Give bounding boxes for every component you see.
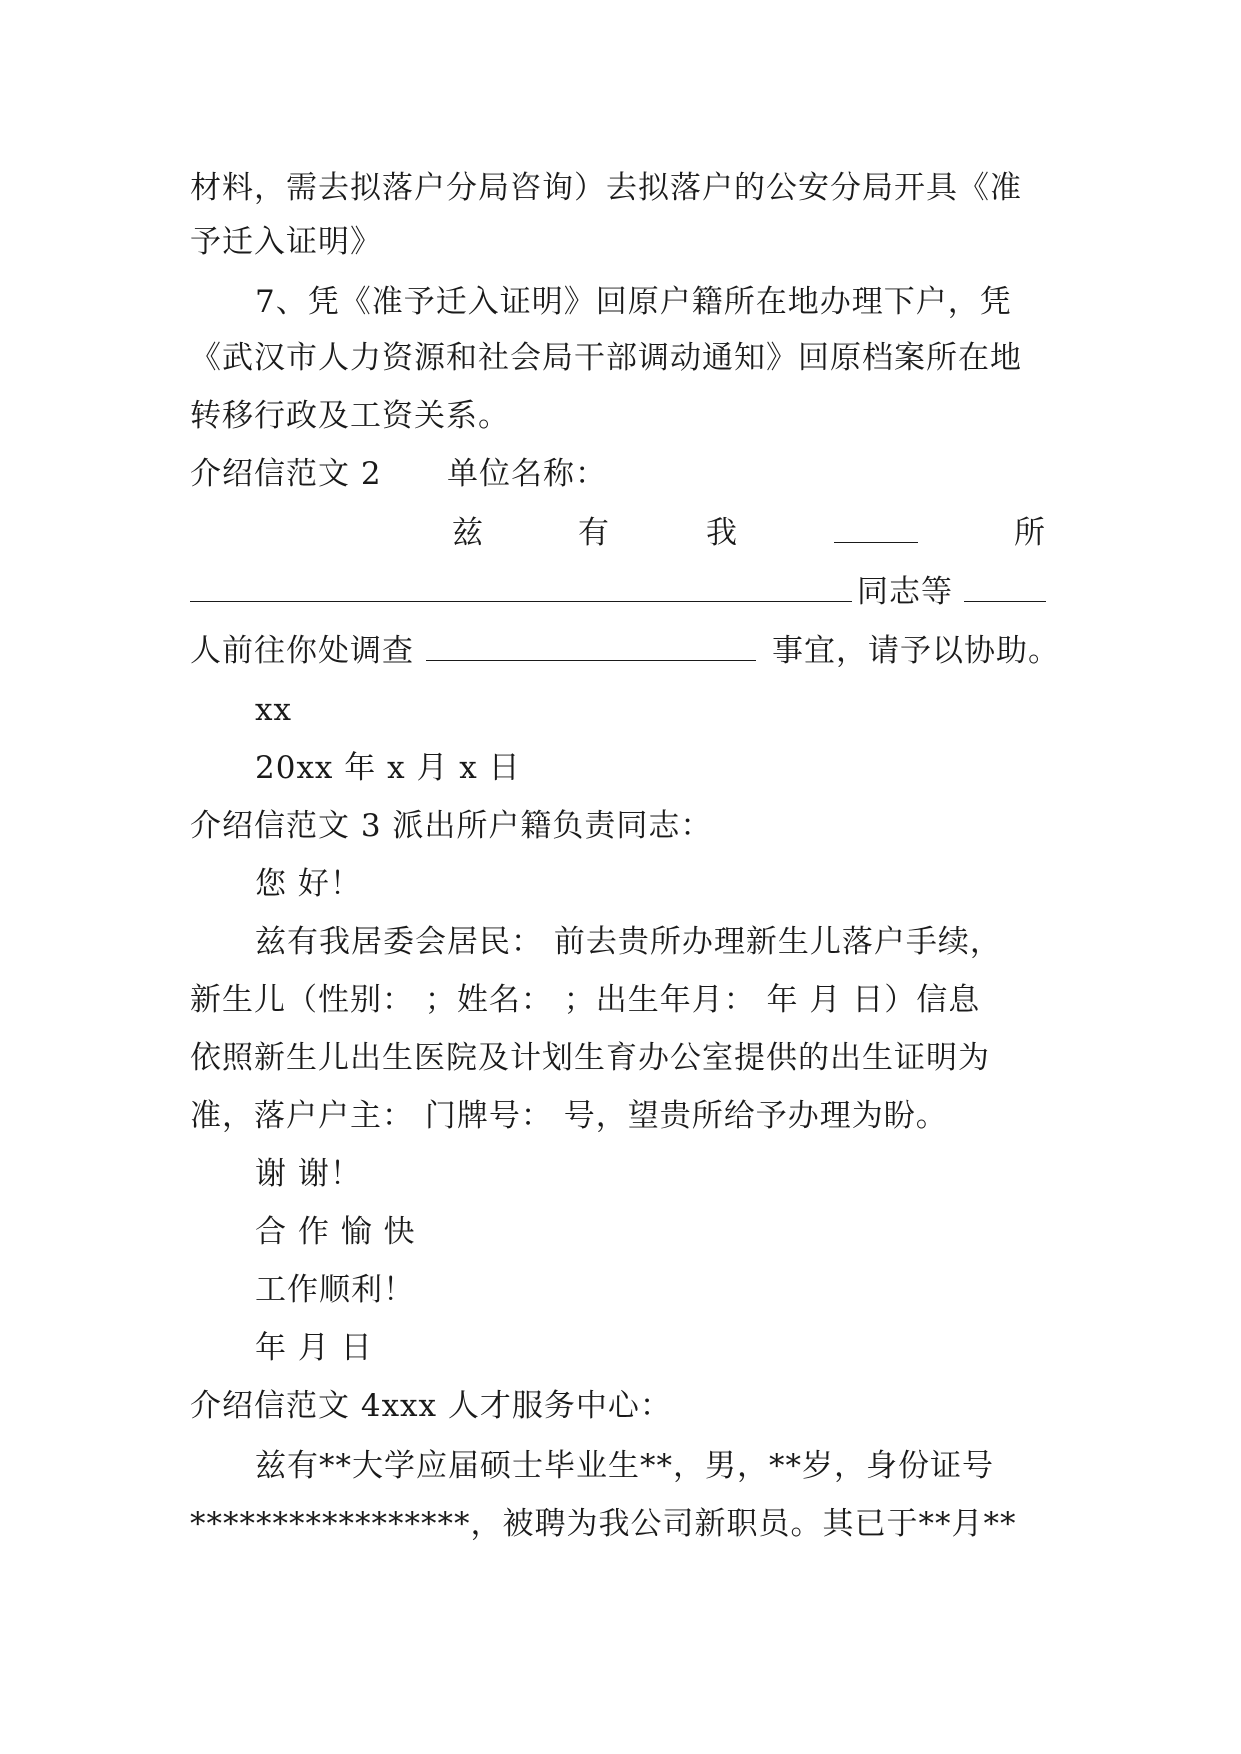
- fill-line: [452, 513, 484, 553]
- paragraph-line: [190, 222, 382, 262]
- closing-line: [255, 1270, 415, 1310]
- text-line: 予迁入证明》: [190, 224, 382, 260]
- date-text: 年 月 日: [255, 1330, 373, 1366]
- paragraph-line: [255, 922, 1002, 962]
- paragraph-line: [190, 980, 980, 1020]
- fill-line: [578, 513, 610, 553]
- section-heading: [190, 454, 382, 494]
- fill-line: [706, 513, 738, 553]
- fill-line: [1014, 513, 1046, 553]
- greeting: [255, 864, 362, 904]
- blank-underline: [964, 572, 1046, 612]
- paragraph-line: [255, 1446, 994, 1486]
- greeting-text: 您 好！: [255, 866, 362, 902]
- text-line: 人前往你处调查: [190, 633, 414, 669]
- signature: [255, 690, 292, 730]
- text-line: 新生儿（性别： ；姓名： ；出生年月： 年 月 日）信息: [190, 982, 981, 1018]
- underline-blank: [964, 573, 1046, 602]
- text-line: 转移行政及工资关系。: [190, 398, 510, 434]
- heading-text: 介绍信范文 4xxx 人才服务中心：: [190, 1388, 672, 1424]
- underline-blank: [190, 573, 852, 602]
- closing-text: 谢 谢！: [255, 1156, 362, 1192]
- section-heading: [190, 1386, 672, 1426]
- heading-text: 介绍信范文 3 派出所户籍负责同志：: [190, 808, 713, 844]
- text-line: 材料，需去拟落户分局咨询）去拟落户的公安分局开具《准: [190, 170, 1022, 206]
- label-text: 单位名称：: [447, 456, 607, 492]
- date-line: [255, 748, 521, 788]
- text-line: 7、凭《准予迁入证明》回原户籍所在地办理下户，凭: [255, 284, 1012, 320]
- text-line: 《武汉市人力资源和社会局干部调动通知》回原档案所在地: [190, 340, 1022, 376]
- text-line: 兹有我居委会居民： 前去贵所办理新生儿落户手续，: [255, 924, 1002, 960]
- closing-text: 合 作 愉 快: [255, 1214, 416, 1250]
- text-line: *****************，被聘为我公司新职员。其已于**月**: [190, 1506, 1017, 1542]
- text-char: 兹: [452, 515, 484, 551]
- text-line: 依照新生儿出生医院及计划生育办公室提供的出生证明为: [190, 1040, 990, 1076]
- closing-line: [255, 1154, 362, 1194]
- unit-name-label: [447, 454, 607, 494]
- paragraph-line: [190, 168, 1045, 208]
- text-char: 有: [578, 515, 610, 551]
- date-text: 20xx 年 x 月 x 日: [255, 750, 521, 786]
- text-line: 同志等: [857, 574, 953, 610]
- text-line: 准，落户户主： 门牌号： 号，望贵所给予办理为盼。: [190, 1098, 948, 1134]
- fill-line: [190, 572, 852, 612]
- blank-underline: [426, 631, 756, 671]
- fill-line: [772, 631, 1060, 671]
- paragraph-line: [255, 282, 1045, 322]
- text-char: 我: [706, 515, 738, 551]
- text-char: 所: [1014, 515, 1046, 551]
- paragraph-line: [190, 1096, 948, 1136]
- fill-line: [857, 572, 953, 612]
- blank-underline: [834, 513, 918, 553]
- paragraph-line: [190, 396, 510, 436]
- text-line: 事宜，请予以协助。: [772, 633, 1060, 669]
- section-heading: [190, 806, 712, 846]
- underline-blank: [426, 632, 756, 661]
- heading-text: 介绍信范文 2: [190, 456, 382, 492]
- date-line: [255, 1328, 373, 1368]
- paragraph-line: [190, 1504, 1017, 1544]
- paragraph-line: [190, 338, 1022, 378]
- paragraph-line: [190, 1038, 990, 1078]
- text-line: 兹有**大学应届硕士毕业生**，男，**岁，身份证号: [255, 1448, 994, 1484]
- closing-line: [255, 1212, 416, 1252]
- closing-text: 工作顺利！: [255, 1272, 415, 1308]
- underline-blank: [834, 514, 918, 543]
- signature-text: xx: [255, 692, 292, 728]
- fill-line: [190, 631, 414, 671]
